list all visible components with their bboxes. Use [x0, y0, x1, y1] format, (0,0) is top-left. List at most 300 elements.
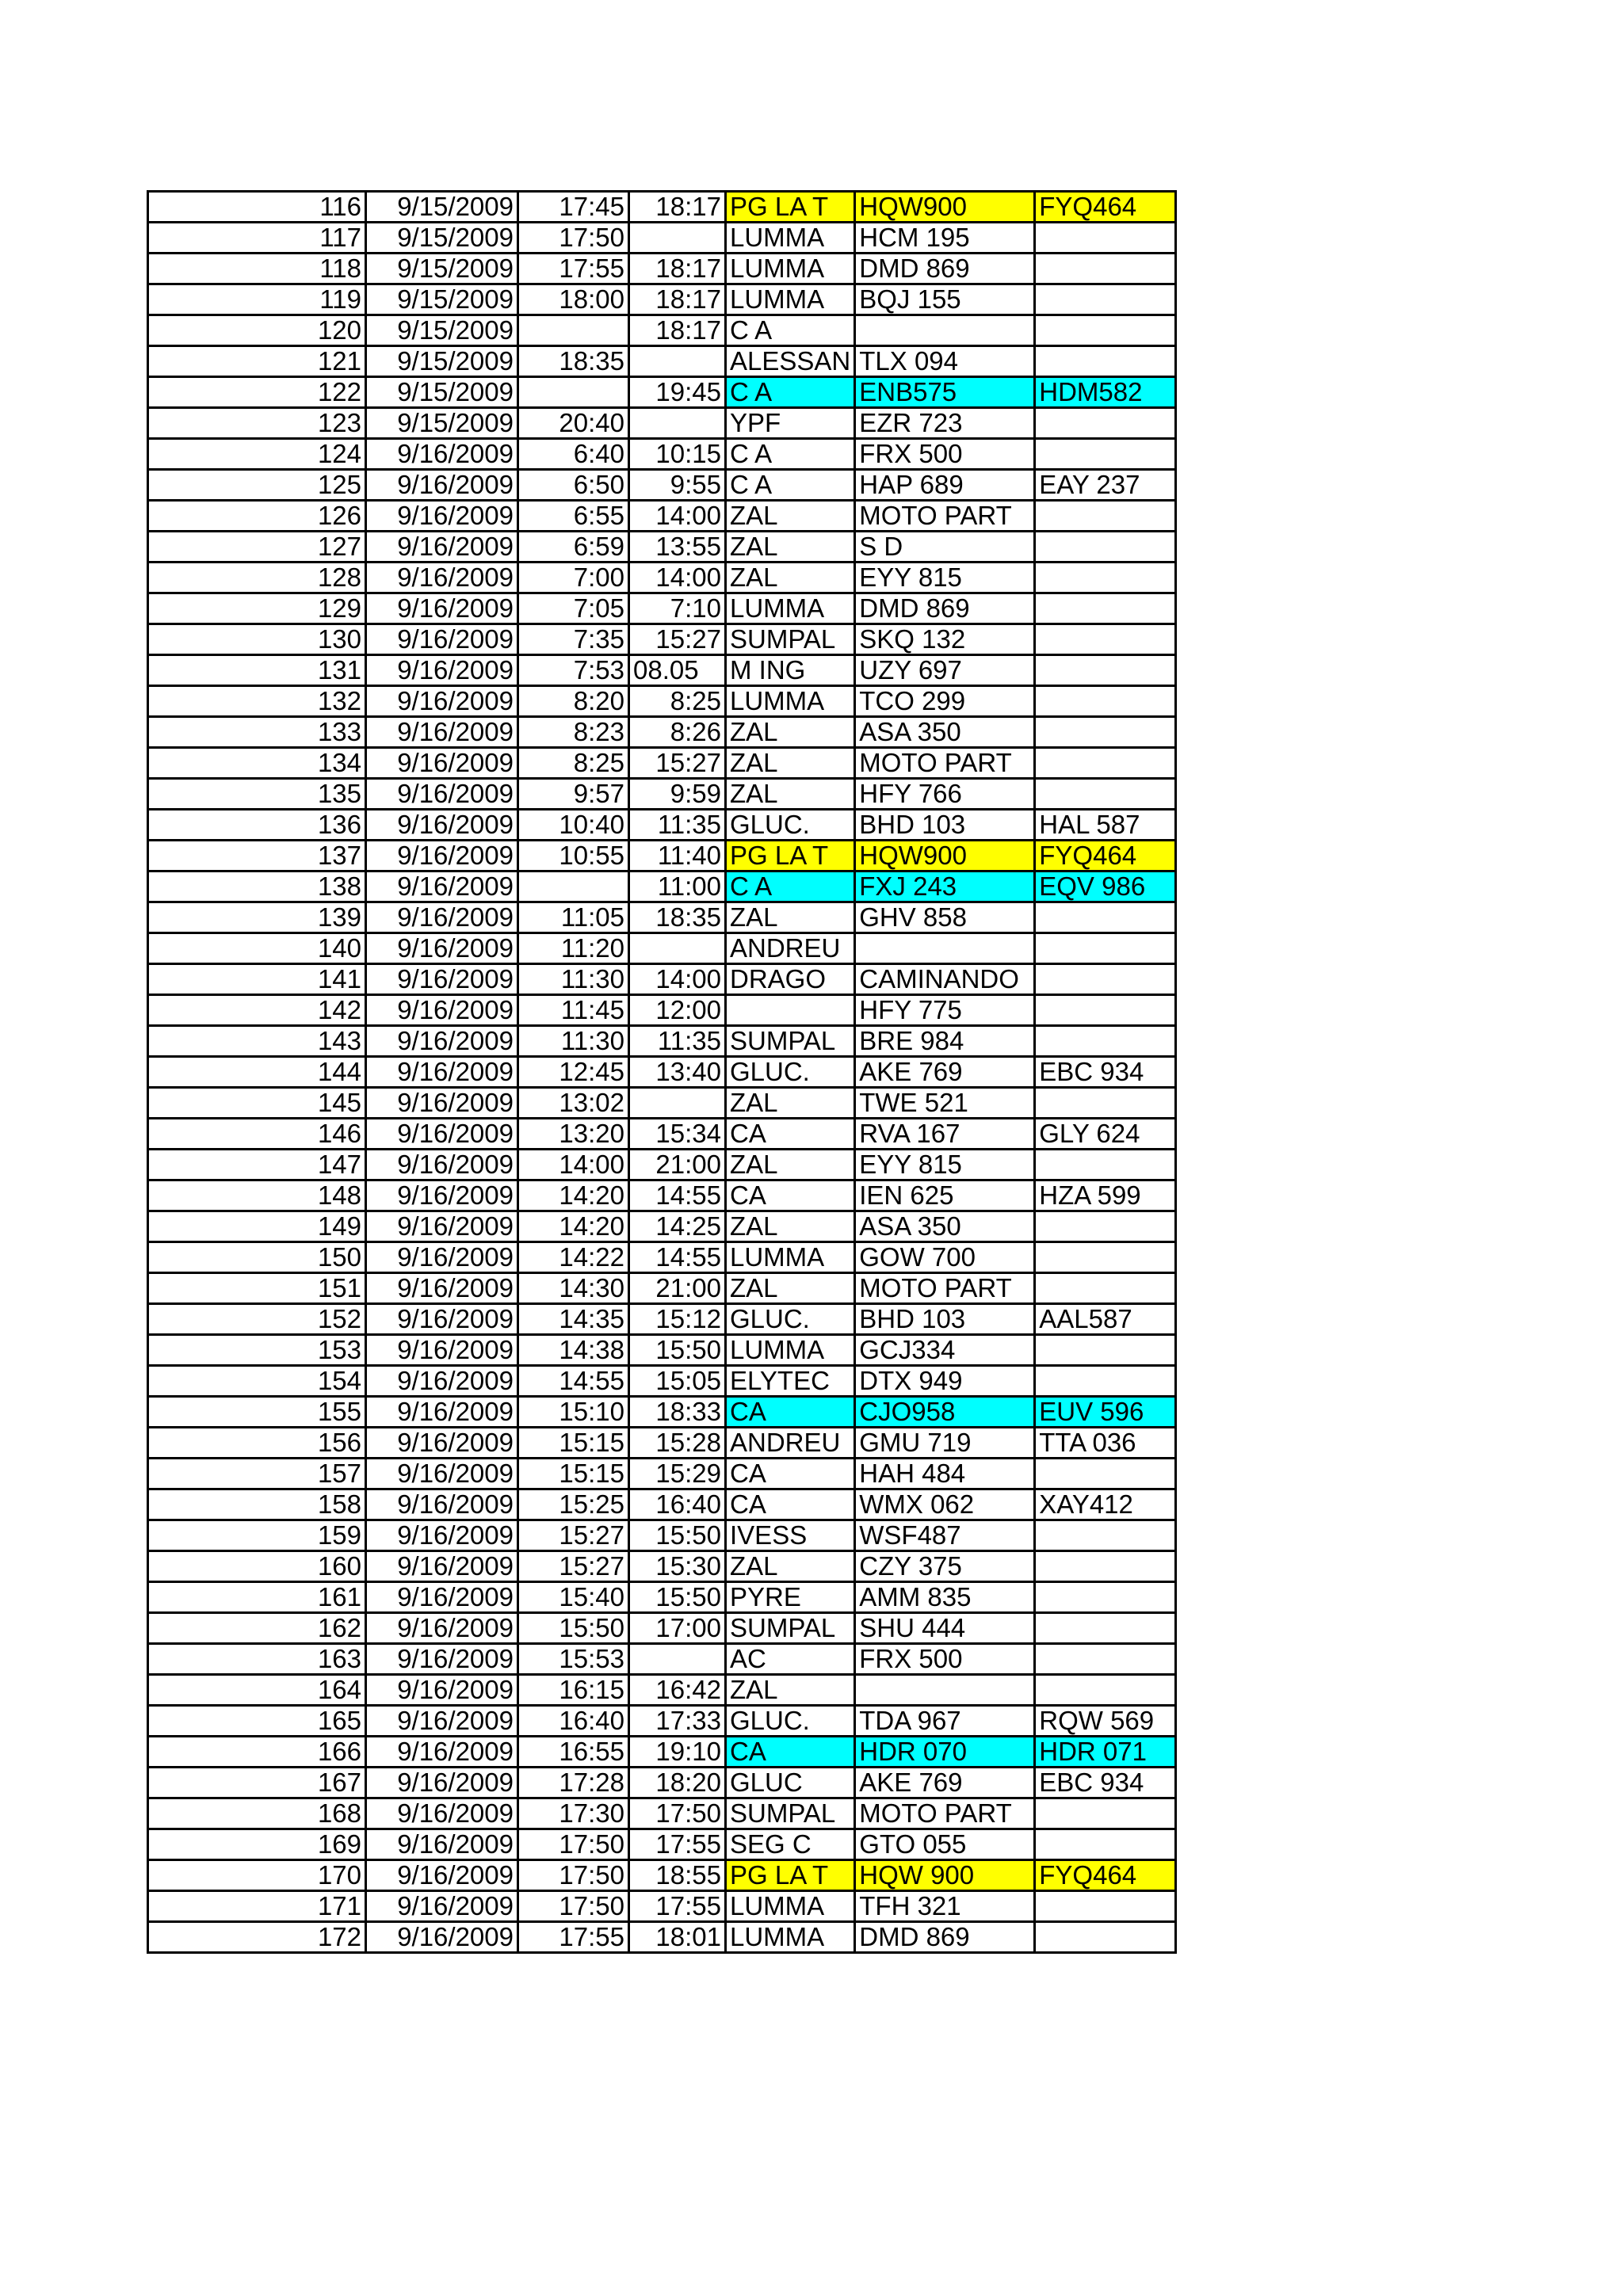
date-cell: 9/16/2009: [366, 1026, 518, 1057]
company-cell: ZAL: [726, 563, 855, 593]
company-cell: CA: [726, 1459, 855, 1489]
entry-time-cell: [518, 377, 629, 408]
date-cell: 9/16/2009: [366, 1057, 518, 1088]
entry-time-cell: 16:55: [518, 1737, 629, 1768]
date-cell: 9/16/2009: [366, 1211, 518, 1242]
entry-time-cell: 17:45: [518, 192, 629, 223]
table-row: [148, 933, 1176, 964]
exit-time-cell: 8:26: [629, 717, 726, 748]
table-row: [148, 593, 1176, 624]
company-cell: LUMMA: [726, 284, 855, 315]
plate-2-cell: [1035, 1459, 1176, 1489]
table-row: [148, 1119, 1176, 1150]
plate-1-cell: FXJ 243: [855, 871, 1035, 902]
exit-time-cell: 14:55: [629, 1242, 726, 1273]
row-number-cell: 171: [148, 1891, 366, 1922]
date-cell: 9/16/2009: [366, 686, 518, 717]
company-cell: IVESS: [726, 1520, 855, 1551]
date-cell: 9/16/2009: [366, 655, 518, 686]
company-cell: C A: [726, 315, 855, 346]
table-row: [148, 1489, 1176, 1520]
table-row: [148, 1180, 1176, 1211]
table-row: [148, 439, 1176, 470]
plate-2-cell: [1035, 1335, 1176, 1366]
plate-2-cell: [1035, 1798, 1176, 1829]
plate-2-cell: EUV 596: [1035, 1397, 1176, 1428]
plate-2-cell: [1035, 1922, 1176, 1953]
plate-2-cell: [1035, 1644, 1176, 1675]
log-table: [147, 190, 1177, 1954]
row-number-cell: 136: [148, 810, 366, 841]
row-number-cell: 155: [148, 1397, 366, 1428]
plate-1-cell: BHD 103: [855, 1304, 1035, 1335]
entry-time-cell: 15:27: [518, 1520, 629, 1551]
table-row: [148, 871, 1176, 902]
company-cell: SUMPAL: [726, 1613, 855, 1644]
row-number-cell: 130: [148, 624, 366, 655]
company-cell: C A: [726, 871, 855, 902]
date-cell: 9/16/2009: [366, 1459, 518, 1489]
plate-2-cell: [1035, 686, 1176, 717]
plate-1-cell: DMD 869: [855, 593, 1035, 624]
plate-1-cell: WMX 062: [855, 1489, 1035, 1520]
company-cell: ZAL: [726, 1088, 855, 1119]
entry-time-cell: 8:23: [518, 717, 629, 748]
plate-2-cell: [1035, 1582, 1176, 1613]
company-cell: CA: [726, 1397, 855, 1428]
plate-1-cell: TDA 967: [855, 1706, 1035, 1737]
exit-time-cell: 17:55: [629, 1829, 726, 1860]
company-cell: GLUC.: [726, 1304, 855, 1335]
date-cell: 9/16/2009: [366, 1242, 518, 1273]
entry-time-cell: 11:30: [518, 964, 629, 995]
plate-1-cell: HQW 900: [855, 1860, 1035, 1891]
row-number-cell: 157: [148, 1459, 366, 1489]
plate-1-cell: ASA 350: [855, 1211, 1035, 1242]
table-row: [148, 1366, 1176, 1397]
entry-time-cell: 8:20: [518, 686, 629, 717]
company-cell: LUMMA: [726, 223, 855, 254]
company-cell: PG LA T: [726, 192, 855, 223]
date-cell: 9/15/2009: [366, 192, 518, 223]
date-cell: 9/16/2009: [366, 624, 518, 655]
table-row: [148, 624, 1176, 655]
entry-time-cell: 18:00: [518, 284, 629, 315]
exit-time-cell: 18:35: [629, 902, 726, 933]
entry-time-cell: 17:50: [518, 1891, 629, 1922]
plate-2-cell: EBC 934: [1035, 1768, 1176, 1798]
row-number-cell: 168: [148, 1798, 366, 1829]
date-cell: 9/15/2009: [366, 223, 518, 254]
row-number-cell: 116: [148, 192, 366, 223]
entry-time-cell: 14:55: [518, 1366, 629, 1397]
plate-1-cell: TFH 321: [855, 1891, 1035, 1922]
row-number-cell: 158: [148, 1489, 366, 1520]
row-number-cell: 156: [148, 1428, 366, 1459]
plate-2-cell: [1035, 902, 1176, 933]
exit-time-cell: 15:12: [629, 1304, 726, 1335]
table-row: [148, 995, 1176, 1026]
table-row: [148, 1922, 1176, 1953]
table-row: [148, 346, 1176, 377]
plate-2-cell: FYQ464: [1035, 841, 1176, 871]
row-number-cell: 120: [148, 315, 366, 346]
table-row: [148, 717, 1176, 748]
plate-2-cell: [1035, 624, 1176, 655]
row-number-cell: 118: [148, 254, 366, 284]
entry-time-cell: 12:45: [518, 1057, 629, 1088]
table-row: [148, 1335, 1176, 1366]
company-cell: ZAL: [726, 1211, 855, 1242]
date-cell: 9/16/2009: [366, 1304, 518, 1335]
plate-1-cell: HAH 484: [855, 1459, 1035, 1489]
row-number-cell: 152: [148, 1304, 366, 1335]
plate-1-cell: FRX 500: [855, 439, 1035, 470]
plate-2-cell: [1035, 223, 1176, 254]
entry-time-cell: 17:30: [518, 1798, 629, 1829]
plate-1-cell: HQW900: [855, 841, 1035, 871]
plate-1-cell: MOTO PART: [855, 501, 1035, 532]
plate-1-cell: CJO958: [855, 1397, 1035, 1428]
row-number-cell: 135: [148, 779, 366, 810]
exit-time-cell: 10:15: [629, 439, 726, 470]
entry-time-cell: 15:10: [518, 1397, 629, 1428]
plate-1-cell: EYY 815: [855, 1150, 1035, 1180]
table-row: [148, 1304, 1176, 1335]
plate-1-cell: TCO 299: [855, 686, 1035, 717]
plate-2-cell: AAL587: [1035, 1304, 1176, 1335]
date-cell: 9/16/2009: [366, 995, 518, 1026]
row-number-cell: 163: [148, 1644, 366, 1675]
exit-time-cell: 15:30: [629, 1551, 726, 1582]
table-row: [148, 1675, 1176, 1706]
date-cell: 9/16/2009: [366, 1798, 518, 1829]
exit-time-cell: 15:27: [629, 624, 726, 655]
date-cell: 9/16/2009: [366, 748, 518, 779]
plate-1-cell: RVA 167: [855, 1119, 1035, 1150]
exit-time-cell: 14:00: [629, 563, 726, 593]
row-number-cell: 159: [148, 1520, 366, 1551]
plate-1-cell: EZR 723: [855, 408, 1035, 439]
table-row: [148, 1829, 1176, 1860]
exit-time-cell: [629, 1644, 726, 1675]
date-cell: 9/16/2009: [366, 439, 518, 470]
exit-time-cell: [629, 1088, 726, 1119]
plate-2-cell: [1035, 1551, 1176, 1582]
table-row: [148, 1644, 1176, 1675]
plate-2-cell: [1035, 439, 1176, 470]
plate-2-cell: EBC 934: [1035, 1057, 1176, 1088]
plate-1-cell: S D: [855, 532, 1035, 563]
plate-1-cell: AKE 769: [855, 1768, 1035, 1798]
table-row: [148, 964, 1176, 995]
exit-time-cell: 9:55: [629, 470, 726, 501]
exit-time-cell: 15:29: [629, 1459, 726, 1489]
plate-1-cell: DTX 949: [855, 1366, 1035, 1397]
exit-time-cell: 17:33: [629, 1706, 726, 1737]
row-number-cell: 148: [148, 1180, 366, 1211]
table-row: [148, 1798, 1176, 1829]
row-number-cell: 149: [148, 1211, 366, 1242]
exit-time-cell: 14:00: [629, 501, 726, 532]
exit-time-cell: 19:10: [629, 1737, 726, 1768]
company-cell: PYRE: [726, 1582, 855, 1613]
company-cell: LUMMA: [726, 593, 855, 624]
exit-time-cell: 15:34: [629, 1119, 726, 1150]
date-cell: 9/15/2009: [366, 315, 518, 346]
plate-2-cell: [1035, 1242, 1176, 1273]
table-row: [148, 408, 1176, 439]
plate-2-cell: [1035, 995, 1176, 1026]
date-cell: 9/16/2009: [366, 902, 518, 933]
plate-1-cell: SHU 444: [855, 1613, 1035, 1644]
table-row: [148, 810, 1176, 841]
company-cell: LUMMA: [726, 1242, 855, 1273]
company-cell: SUMPAL: [726, 1026, 855, 1057]
company-cell: ZAL: [726, 1273, 855, 1304]
company-cell: LUMMA: [726, 1335, 855, 1366]
exit-time-cell: 15:50: [629, 1582, 726, 1613]
exit-time-cell: 14:25: [629, 1211, 726, 1242]
date-cell: 9/16/2009: [366, 1891, 518, 1922]
entry-time-cell: 17:50: [518, 1860, 629, 1891]
row-number-cell: 124: [148, 439, 366, 470]
company-cell: AC: [726, 1644, 855, 1675]
date-cell: 9/16/2009: [366, 1366, 518, 1397]
plate-2-cell: FYQ464: [1035, 192, 1176, 223]
entry-time-cell: 8:25: [518, 748, 629, 779]
entry-time-cell: 7:05: [518, 593, 629, 624]
row-number-cell: 125: [148, 470, 366, 501]
plate-2-cell: HAL 587: [1035, 810, 1176, 841]
exit-time-cell: 11:35: [629, 810, 726, 841]
date-cell: 9/16/2009: [366, 871, 518, 902]
plate-2-cell: [1035, 717, 1176, 748]
exit-time-cell: 18:20: [629, 1768, 726, 1798]
company-cell: ZAL: [726, 1551, 855, 1582]
plate-2-cell: [1035, 1211, 1176, 1242]
entry-time-cell: 6:50: [518, 470, 629, 501]
exit-time-cell: 14:00: [629, 964, 726, 995]
row-number-cell: 127: [148, 532, 366, 563]
table-row: [148, 1057, 1176, 1088]
company-cell: LUMMA: [726, 686, 855, 717]
table-row: [148, 1768, 1176, 1798]
entry-time-cell: 20:40: [518, 408, 629, 439]
row-number-cell: 140: [148, 933, 366, 964]
exit-time-cell: 18:01: [629, 1922, 726, 1953]
entry-time-cell: 9:57: [518, 779, 629, 810]
exit-time-cell: 18:17: [629, 254, 726, 284]
table-row: [148, 284, 1176, 315]
entry-time-cell: 16:15: [518, 1675, 629, 1706]
row-number-cell: 142: [148, 995, 366, 1026]
plate-1-cell: BQJ 155: [855, 284, 1035, 315]
company-cell: LUMMA: [726, 1922, 855, 1953]
entry-time-cell: 14:22: [518, 1242, 629, 1273]
date-cell: 9/15/2009: [366, 346, 518, 377]
row-number-cell: 144: [148, 1057, 366, 1088]
date-cell: 9/16/2009: [366, 1737, 518, 1768]
plate-1-cell: DMD 869: [855, 254, 1035, 284]
date-cell: 9/16/2009: [366, 964, 518, 995]
company-cell: ANDREU: [726, 1428, 855, 1459]
entry-time-cell: 11:05: [518, 902, 629, 933]
company-cell: PG LA T: [726, 841, 855, 871]
plate-1-cell: ASA 350: [855, 717, 1035, 748]
plate-1-cell: IEN 625: [855, 1180, 1035, 1211]
plate-2-cell: [1035, 1366, 1176, 1397]
entry-time-cell: 14:20: [518, 1211, 629, 1242]
exit-time-cell: 14:55: [629, 1180, 726, 1211]
exit-time-cell: 12:00: [629, 995, 726, 1026]
company-cell: SUMPAL: [726, 624, 855, 655]
exit-time-cell: 11:40: [629, 841, 726, 871]
table-row: [148, 779, 1176, 810]
table-row: [148, 1860, 1176, 1891]
entry-time-cell: 13:20: [518, 1119, 629, 1150]
table-row: [148, 1273, 1176, 1304]
row-number-cell: 169: [148, 1829, 366, 1860]
company-cell: CA: [726, 1119, 855, 1150]
plate-2-cell: HZA 599: [1035, 1180, 1176, 1211]
table-row: [148, 1520, 1176, 1551]
company-cell: ALESSAN: [726, 346, 855, 377]
plate-2-cell: [1035, 1829, 1176, 1860]
plate-1-cell: BHD 103: [855, 810, 1035, 841]
table-row: [148, 315, 1176, 346]
entry-time-cell: 17:50: [518, 223, 629, 254]
date-cell: 9/16/2009: [366, 1644, 518, 1675]
row-number-cell: 121: [148, 346, 366, 377]
plate-1-cell: MOTO PART: [855, 1273, 1035, 1304]
company-cell: ZAL: [726, 1150, 855, 1180]
plate-1-cell: GTO 055: [855, 1829, 1035, 1860]
entry-time-cell: 14:30: [518, 1273, 629, 1304]
row-number-cell: 129: [148, 593, 366, 624]
plate-1-cell: [855, 1675, 1035, 1706]
entry-time-cell: 10:40: [518, 810, 629, 841]
plate-1-cell: [855, 933, 1035, 964]
company-cell: [726, 995, 855, 1026]
table-row: [148, 377, 1176, 408]
row-number-cell: 162: [148, 1613, 366, 1644]
row-number-cell: 167: [148, 1768, 366, 1798]
entry-time-cell: 11:45: [518, 995, 629, 1026]
table-row: [148, 1150, 1176, 1180]
date-cell: 9/15/2009: [366, 408, 518, 439]
exit-time-cell: 18:33: [629, 1397, 726, 1428]
entry-time-cell: 15:25: [518, 1489, 629, 1520]
date-cell: 9/16/2009: [366, 810, 518, 841]
date-cell: 9/16/2009: [366, 1520, 518, 1551]
table-row: [148, 1242, 1176, 1273]
row-number-cell: 161: [148, 1582, 366, 1613]
date-cell: 9/16/2009: [366, 1119, 518, 1150]
date-cell: 9/16/2009: [366, 717, 518, 748]
entry-time-cell: 6:55: [518, 501, 629, 532]
entry-time-cell: 14:00: [518, 1150, 629, 1180]
plate-2-cell: [1035, 1891, 1176, 1922]
entry-time-cell: 13:02: [518, 1088, 629, 1119]
plate-2-cell: [1035, 964, 1176, 995]
plate-2-cell: [1035, 254, 1176, 284]
plate-1-cell: GMU 719: [855, 1428, 1035, 1459]
date-cell: 9/16/2009: [366, 501, 518, 532]
entry-time-cell: 16:40: [518, 1706, 629, 1737]
row-number-cell: 143: [148, 1026, 366, 1057]
exit-time-cell: 15:27: [629, 748, 726, 779]
table-row: [148, 686, 1176, 717]
plate-1-cell: GCJ334: [855, 1335, 1035, 1366]
date-cell: 9/16/2009: [366, 1088, 518, 1119]
plate-2-cell: [1035, 408, 1176, 439]
table-row: [148, 192, 1176, 223]
table-row: [148, 563, 1176, 593]
row-number-cell: 164: [148, 1675, 366, 1706]
table-row: [148, 1706, 1176, 1737]
row-number-cell: 128: [148, 563, 366, 593]
date-cell: 9/16/2009: [366, 593, 518, 624]
plate-1-cell: UZY 697: [855, 655, 1035, 686]
table-row: [148, 1582, 1176, 1613]
entry-time-cell: 6:40: [518, 439, 629, 470]
row-number-cell: 147: [148, 1150, 366, 1180]
entry-time-cell: 15:50: [518, 1613, 629, 1644]
row-number-cell: 126: [148, 501, 366, 532]
exit-time-cell: 08.05: [629, 655, 726, 686]
entry-time-cell: 11:20: [518, 933, 629, 964]
plate-2-cell: GLY 624: [1035, 1119, 1176, 1150]
exit-time-cell: 15:05: [629, 1366, 726, 1397]
company-cell: GLUC.: [726, 1706, 855, 1737]
date-cell: 9/16/2009: [366, 1860, 518, 1891]
row-number-cell: 151: [148, 1273, 366, 1304]
plate-2-cell: [1035, 1088, 1176, 1119]
exit-time-cell: 15:50: [629, 1335, 726, 1366]
date-cell: 9/16/2009: [366, 1273, 518, 1304]
exit-time-cell: [629, 346, 726, 377]
plate-1-cell: EYY 815: [855, 563, 1035, 593]
plate-2-cell: [1035, 1613, 1176, 1644]
plate-1-cell: MOTO PART: [855, 1798, 1035, 1829]
exit-time-cell: 15:28: [629, 1428, 726, 1459]
date-cell: 9/15/2009: [366, 284, 518, 315]
exit-time-cell: 18:17: [629, 192, 726, 223]
plate-1-cell: HQW900: [855, 192, 1035, 223]
plate-2-cell: HDR 071: [1035, 1737, 1176, 1768]
plate-1-cell: AKE 769: [855, 1057, 1035, 1088]
entry-time-cell: [518, 315, 629, 346]
exit-time-cell: 17:00: [629, 1613, 726, 1644]
entry-time-cell: 17:55: [518, 1922, 629, 1953]
plate-1-cell: HCM 195: [855, 223, 1035, 254]
entry-time-cell: 17:28: [518, 1768, 629, 1798]
entry-time-cell: 7:00: [518, 563, 629, 593]
plate-2-cell: [1035, 1520, 1176, 1551]
row-number-cell: 172: [148, 1922, 366, 1953]
company-cell: C A: [726, 377, 855, 408]
plate-1-cell: [855, 315, 1035, 346]
plate-1-cell: GOW 700: [855, 1242, 1035, 1273]
entry-time-cell: 7:53: [518, 655, 629, 686]
date-cell: 9/16/2009: [366, 779, 518, 810]
table-row: [148, 1551, 1176, 1582]
entry-time-cell: 15:15: [518, 1428, 629, 1459]
table-row: [148, 902, 1176, 933]
company-cell: ZAL: [726, 501, 855, 532]
row-number-cell: 122: [148, 377, 366, 408]
